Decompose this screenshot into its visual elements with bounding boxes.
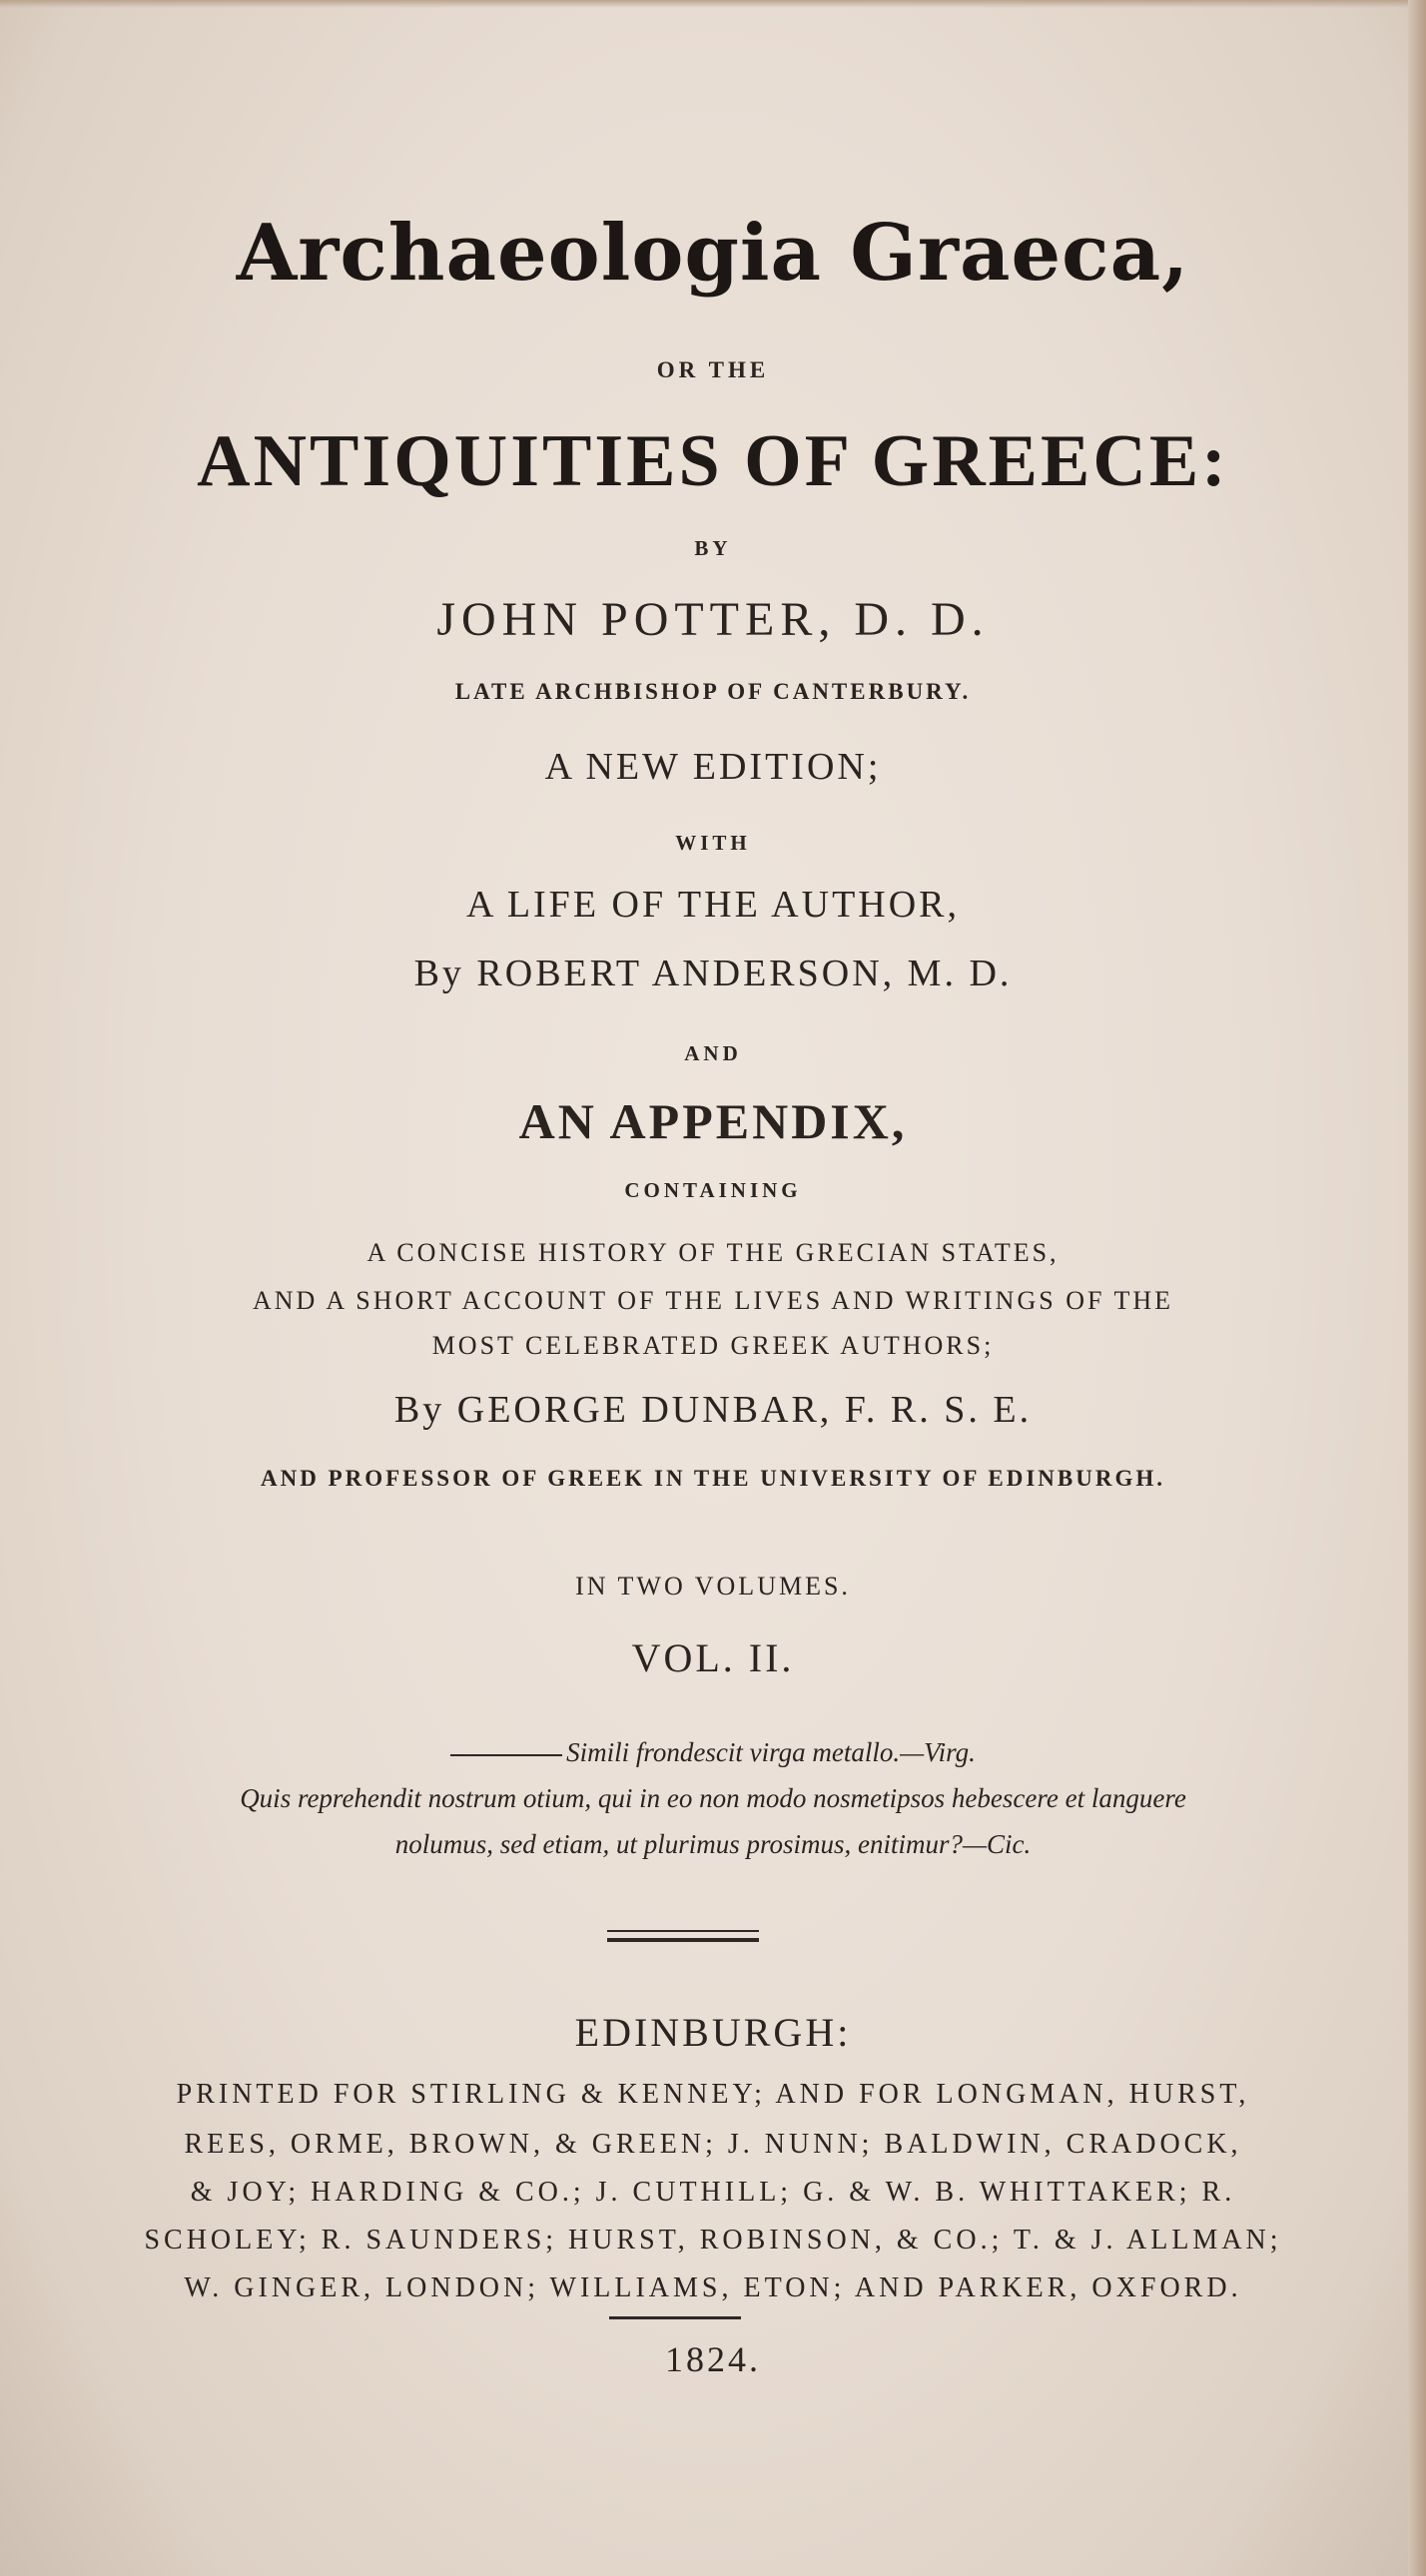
containing-label: CONTAINING <box>624 1178 802 1202</box>
epigraph-cicero-line-2: nolumus, sed etiam, ut plurimus prosimus, enitimur?—Cic. <box>394 1829 1032 1859</box>
double-rule-bottom <box>607 1938 759 1942</box>
blackletter-title: Archaeologia Graeca, <box>236 208 1190 299</box>
epigraph-dash <box>450 1754 562 1756</box>
life-of-author: A LIFE OF THE AUTHOR, <box>465 884 961 926</box>
imprint-line-5: W. GINGER, LONDON; WILLIAMS, ETON; AND PARKER, OXFORD. <box>184 2272 1242 2303</box>
imprint-line-3: & JOY; HARDING & CO.; J. CUTHILL; G. & W. B. WHITTAKER; R. <box>190 2177 1236 2208</box>
appendix-author-title: AND PROFESSOR OF GREEK IN THE UNIVERSITY OF EDINBURGH. <box>261 1466 1165 1491</box>
imprint-line-4: SCHOLEY; R. SAUNDERS; HURST, ROBINSON, & CO.; T. & J. ALLMAN; <box>144 2225 1282 2255</box>
contents-line-3: MOST CELEBRATED GREEK AUTHORS; <box>431 1331 995 1360</box>
with-label: WITH <box>675 831 751 855</box>
page-top-edge <box>0 0 1426 8</box>
year-rule <box>609 2316 741 2319</box>
epigraph-virgil <box>0 1737 1426 1768</box>
author-title: LATE ARCHBISHOP OF CANTERBURY. <box>454 679 972 704</box>
appendix-label: AN APPENDIX, <box>518 1093 908 1149</box>
imprint-line-2: REES, ORME, BROWN, & GREEN; J. NUNN; BALDWIN, CRADOCK, <box>184 2129 1242 2160</box>
appendix-author-credit: By GEORGE DUNBAR, F. R. S. E. <box>393 1389 1033 1431</box>
epigraph-virgil-text: Simili frondescit virga metallo.—Virg. <box>566 1737 976 1767</box>
contents-line-1: A CONCISE HISTORY OF THE GRECIAN STATES, <box>366 1238 1060 1267</box>
or-the-label: OR THE <box>656 357 770 382</box>
author-name: JOHN POTTER, D. D. <box>436 593 990 646</box>
life-author-credit: By ROBERT ANDERSON, M. D. <box>413 953 1013 994</box>
main-title: ANTIQUITIES OF GREECE: <box>197 420 1229 502</box>
by-label: BY <box>694 536 732 560</box>
imprint-place: EDINBURGH: <box>574 2010 852 2055</box>
contents-line-2: AND A SHORT ACCOUNT OF THE LIVES AND WRITINGS OF THE <box>253 1286 1173 1315</box>
and-label: AND <box>684 1041 742 1065</box>
epigraph-cicero-line-1: Quis reprehendit nostrum otium, qui in eo non modo nosmetipsos hebescere et languere <box>240 1783 1186 1813</box>
volume-number: VOL. II. <box>631 1635 795 1680</box>
publication-year: 1824. <box>665 2339 761 2379</box>
double-rule-top <box>607 1930 759 1932</box>
imprint-line-1: PRINTED FOR STIRLING & KENNEY; AND FOR LONGMAN, HURST, <box>176 2079 1250 2110</box>
edition-label: A NEW EDITION; <box>544 746 882 788</box>
volumes-label: IN TWO VOLUMES. <box>575 1572 851 1601</box>
